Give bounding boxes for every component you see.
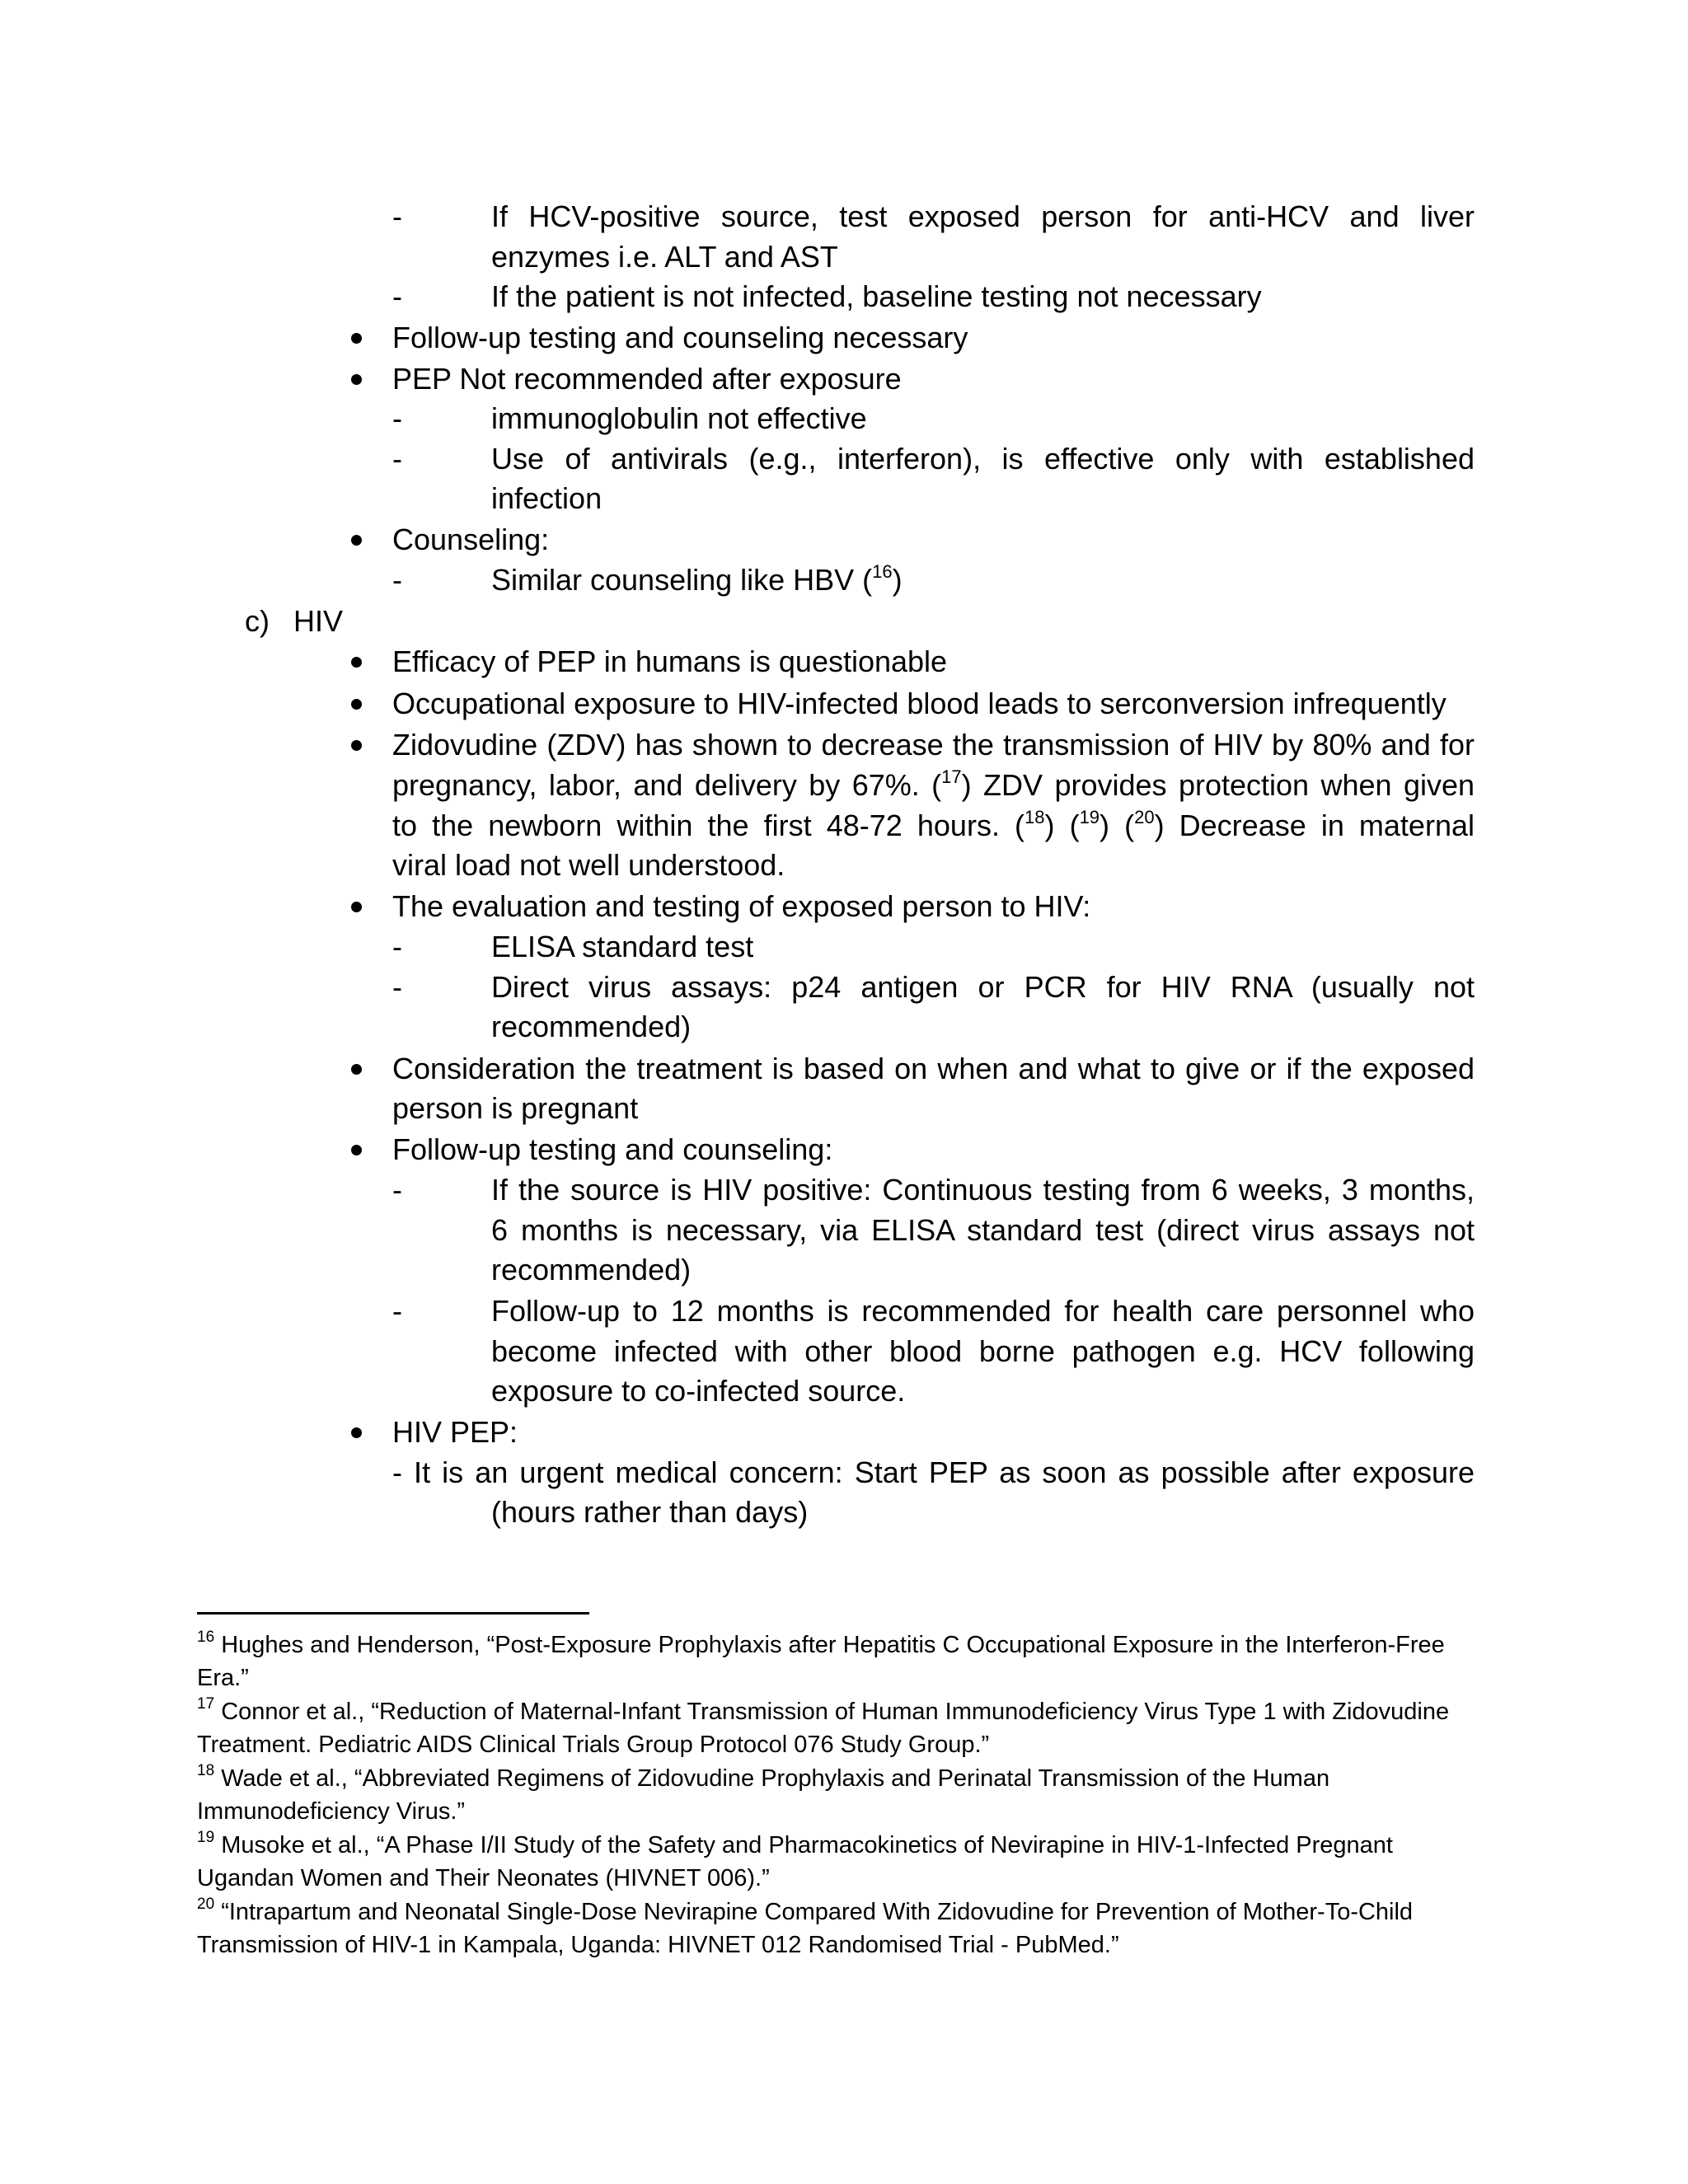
hcv-pep-bullet: PEP Not recommended after exposure <box>392 362 902 396</box>
hiv-treatment-line1: Consideration the treatment is based on when and what to give or if the exposed <box>392 1052 1475 1085</box>
hcv-immunoglobulin: immunoglobulin not effective <box>491 401 867 435</box>
dash-marker: - <box>392 930 402 963</box>
hiv-pep-urgent-line2: (hours rather than days) <box>491 1495 809 1529</box>
bullet-icon <box>351 535 362 546</box>
dash-marker: - <box>392 401 402 435</box>
footnote-separator <box>197 1612 589 1615</box>
hcv-antivirals-line2: infection <box>491 481 603 515</box>
footnote-20: $^{20}$ “Intrapartum and Neonatal Single-Dose Nevirapine Compared With Zidovudine for Prevention of Mother-To-Child Transmission of HIV-1 in Kampala, Uganda: HIVNET 012 Randomised Trial - PubMed.” <box>197 1896 1414 1958</box>
bullet-icon <box>351 657 362 668</box>
hiv-treatment-line2: person is pregnant <box>392 1091 639 1125</box>
hiv-followup-bullet: Follow-up testing and counseling: <box>392 1132 833 1166</box>
dash-marker: - <box>392 1173 402 1207</box>
footnote-ref[interactable]: 17 <box>941 766 962 787</box>
bullet-icon <box>351 374 362 385</box>
dash-marker: - <box>392 199 402 233</box>
hcv-source-test-line2: enzymes i.e. ALT and AST <box>491 240 838 274</box>
hiv-continuous-testing-line1: If the source is HIV positive: Continuous testing from 6 weeks, 3 months, <box>491 1173 1475 1207</box>
hiv-12-months-line3: exposure to co-infected source. <box>491 1374 906 1408</box>
footnote-ref[interactable]: 19 <box>1079 807 1100 827</box>
footnote-16: $^{16}$ Hughes and Henderson, “Post-Exposure Prophylaxis after Hepatitis C Occupational Exposure in the Interferon-Free Era.” <box>197 1629 1445 1691</box>
bullet-icon <box>351 699 362 710</box>
bullet-icon <box>351 902 362 912</box>
dash-marker: - <box>392 970 402 1004</box>
hcv-counseling-bullet: Counseling: <box>392 523 550 556</box>
footnote-18: $^{18}$ Wade et al., “Abbreviated Regimens of Zidovudine Prophylaxis and Perinatal Transmission of the Human Immunodeficiency Virus.” <box>197 1762 1330 1825</box>
bullet-icon <box>351 333 362 344</box>
hiv-pep-urgent-line1: - It is an urgent medical concern: Start PEP as soon as possible after exposure <box>392 1455 1475 1489</box>
hcv-counseling-hbv: Similar counseling like HBV ($^{16}$) <box>491 561 903 597</box>
hiv-zdv-line2: pregnancy, labor, and delivery by 67%. ($^{17}$) ZDV provides protection when given <box>392 766 1475 802</box>
hiv-evaluation-bullet: The evaluation and testing of exposed person to HIV: <box>392 889 1091 923</box>
dash-marker: - <box>392 563 402 597</box>
hcv-antivirals-line1: Use of antivirals (e.g., interferon), is effective only with established <box>491 442 1475 476</box>
dash-marker: - <box>392 1294 402 1328</box>
hiv-continuous-testing-line3: recommended) <box>491 1253 692 1286</box>
footnote-ref[interactable]: 16 <box>872 561 893 582</box>
hiv-occupational-exposure: Occupational exposure to HIV-infected blood leads to serconversion infrequently <box>392 687 1447 720</box>
hiv-zdv-line4: viral load not well understood. <box>392 848 785 882</box>
footnote-19: $^{19}$ Musoke et al., “A Phase I/II Study of the Safety and Pharmacokinetics of Nevirapine in HIV-1-Infected Pregnant Ugandan Women and Their Neonates (HIVNET 006).” <box>197 1829 1393 1891</box>
section-heading-hiv: HIV <box>293 604 344 638</box>
hiv-pep-efficacy: Efficacy of PEP in humans is questionable <box>392 644 948 678</box>
hiv-zdv-line3: to the newborn within the first 48-72 hours. ($^{18}$) ($^{19}$) ($^{20}$) Decrease in maternal <box>392 807 1475 842</box>
hiv-direct-assays-line2: recommended) <box>491 1010 692 1043</box>
hiv-direct-assays-line1: Direct virus assays: p24 antigen or PCR for HIV RNA (usually not <box>491 970 1475 1004</box>
hiv-elisa-test: ELISA standard test <box>491 930 754 963</box>
bullet-icon <box>351 1145 362 1155</box>
bullet-icon <box>351 1064 362 1075</box>
hcv-followup-bullet: Follow-up testing and counseling necessary <box>392 321 968 354</box>
hcv-baseline-testing: If the patient is not infected, baseline testing not necessary <box>491 279 1262 313</box>
footnote-ref[interactable]: 20 <box>1134 807 1155 827</box>
dash-marker: - <box>392 442 402 476</box>
hiv-zdv-line1: Zidovudine (ZDV) has shown to decrease the transmission of HIV by 80% and for <box>392 728 1475 762</box>
hiv-pep-bullet: HIV PEP: <box>392 1415 518 1449</box>
footnote-17: $^{17}$ Connor et al., “Reduction of Maternal-Infant Transmission of Human Immunodeficiency Virus Type 1 with Zidovudine Treatment. Pediatric AIDS Clinical Trials Group Protocol 076 Study Group.” <box>197 1695 1450 1758</box>
bullet-icon <box>351 1427 362 1438</box>
dash-marker: - <box>392 279 402 313</box>
hiv-12-months-line1: Follow-up to 12 months is recommended for health care personnel who <box>491 1294 1475 1328</box>
bullet-icon <box>351 740 362 751</box>
hiv-continuous-testing-line2: 6 months is necessary, via ELISA standard test (direct virus assays not <box>491 1213 1475 1247</box>
footnote-ref[interactable]: 18 <box>1025 807 1045 827</box>
hiv-12-months-line2: become infected with other blood borne pathogen e.g. HCV following <box>491 1334 1475 1368</box>
hcv-source-test-line1: If HCV-positive source, test exposed person for anti-HCV and liver <box>491 199 1475 233</box>
section-marker-c: c) <box>245 604 270 638</box>
